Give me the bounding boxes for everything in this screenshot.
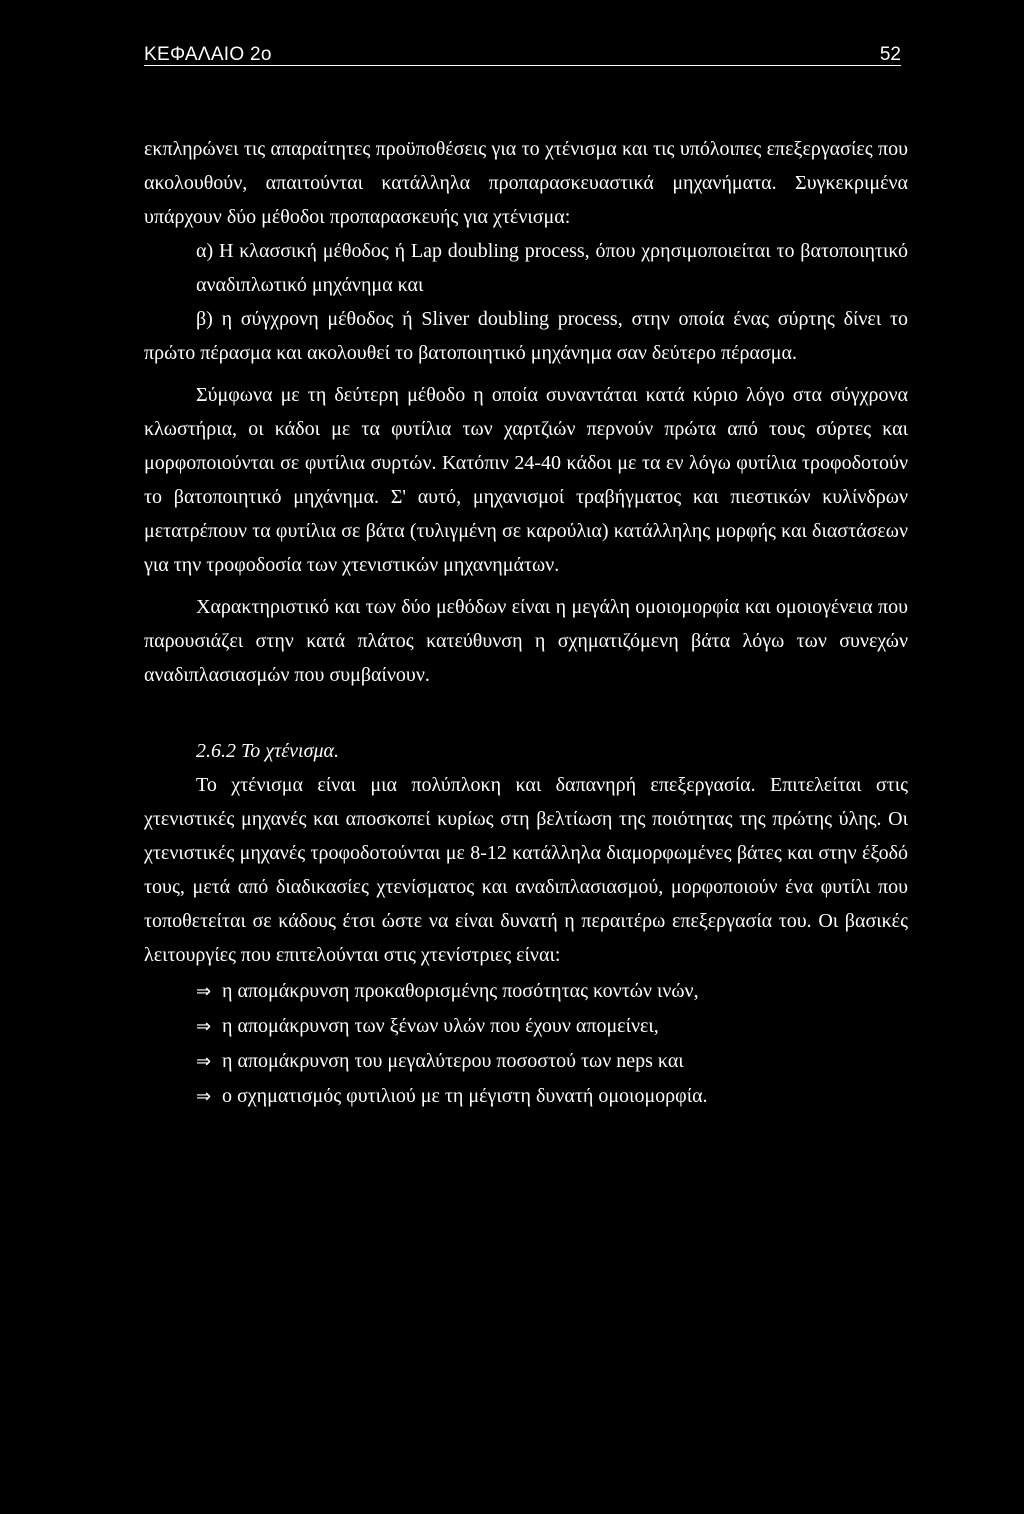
list-item — [144, 1044, 908, 1079]
chapter-title: ΚΕΦΑΛΑΙΟ 2ο — [144, 44, 272, 65]
section-heading: 2.6.2 Το χτένισμα. — [196, 740, 339, 762]
page-header — [144, 44, 901, 72]
arrow-right-icon: ⇒ — [196, 1086, 212, 1107]
paragraph-method-a: α) Η κλασσική μέθοδος ή Lap doubling process, όπου χρησιμοποιείται το βατοποιητικό αναδιπλωτικό μηχάνημα και — [196, 240, 908, 296]
paragraph-characteristic: Χαρακτηριστικό και των δύο μεθόδων είναι η μεγάλη ομοιομορφία και ομοιογένεια που παρουσιάζει στην κατά πλάτος κατεύθυνση η σχηματιζόμενη βάτα λόγω των συνεχών αναδιπλασιασμών που συμβαίνουν. — [144, 596, 908, 686]
body-text — [144, 132, 908, 1114]
header-rule — [144, 65, 901, 66]
list-item-text: ο σχηματισμός φυτιλιού με τη μέγιστη δυνατή ομοιομορφία. — [222, 1085, 708, 1107]
list-item — [144, 974, 908, 1009]
list-item — [144, 1009, 908, 1044]
functions-list — [144, 974, 908, 1114]
paragraph-method-b: β) η σύγχρονη μέθοδος ή Sliver doubling process, στην οποία ένας σύρτης δίνει το πρώτο πέρασμα και ακολουθεί το βατοποιητικό μηχάνημα σαν δεύτερο πέρασμα. — [144, 308, 908, 364]
page-number: 52 — [879, 44, 901, 65]
list-item — [144, 1079, 908, 1114]
arrow-right-icon: ⇒ — [196, 1016, 212, 1037]
arrow-right-icon: ⇒ — [196, 981, 212, 1002]
arrow-right-icon: ⇒ — [196, 1051, 212, 1072]
list-item-text: η απομάκρυνση προκαθορισμένης ποσότητας κοντών ινών, — [222, 980, 699, 1002]
list-item-text: η απομάκρυνση των ξένων υλών που έχουν απομείνει, — [222, 1015, 659, 1037]
paragraph-combing: Το χτένισμα είναι μια πολύπλοκη και δαπανηρή επεξεργασία. Επιτελείται στις χτενιστικές μηχανές και αποσκοπεί κυρίως στη βελτίωση της ποιότητας της πρώτης ύλης. Οι χτενιστικές μηχανές τροφοδοτούνται με 8-12 κατάλληλα διαμορφωμένες βάτες και στην έξοδό τους, μετά από διαδικασίες χτενίσματος και αναδιπλασιασμού, μορφοποιούν ένα φυτίλι που τοποθετείται σε κάδους έτσι ώστε να είναι δυνατή η περαιτέρω επεξεργασία του. Οι βασικές λειτουργίες που επιτελούνται στις χτενίστριες είναι: — [144, 774, 908, 966]
paragraph-second-method: Σύμφωνα με τη δεύτερη μέθοδο η οποία συναντάται κατά κύριο λόγο στα σύγχρονα κλωστήρια, οι κάδοι με τα φυτίλια των χαρτζιών περνούν πρώτα από τους σύρτες και μορφοποιούνται σε φυτίλια συρτών. Κατόπιν 24-40 κάδοι με τα εν λόγω φυτίλια τροφοδοτούν το βατοποιητικό μηχάνημα. Σ' αυτό, μηχανισμοί τραβήγματος και πιεστικών κυλίνδρων μετατρέπουν τα φυτίλια σε βάτα (τυλιγμένη σε καρούλια) κατάλληλης μορφής και διαστάσεων για την τροφοδοσία των χτενιστικών μηχανημάτων. — [144, 384, 908, 576]
paragraph-intro: εκπληρώνει τις απαραίτητες προϋποθέσεις για το χτένισμα και τις υπόλοιπες επεξεργασίες που ακολουθούν, απαιτούνται κατάλληλα προπαρασκευαστικά μηχανήματα. Συγκεκριμένα υπάρχουν δύο μέθοδοι προπαρασκευής για χτένισμα: — [144, 138, 908, 228]
list-item-text: η απομάκρυνση του μεγαλύτερου ποσοστού των neps και — [222, 1050, 684, 1072]
